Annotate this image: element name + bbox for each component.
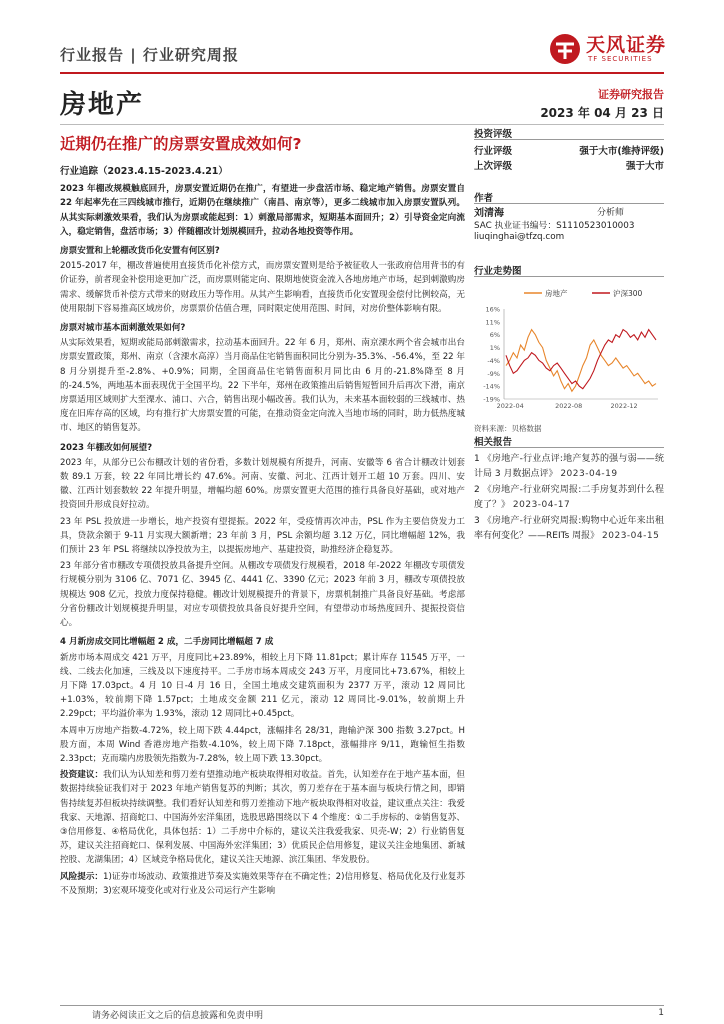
advice-text: 我们认为认知差和剪刀差有望推动地产板块取得相对收益。首先，认知差存在于地产基本面，但数据持续验证我们对于 2023 年地产销售复苏的判断；其次，剪刀差存在于基本面与板块行情之间，即销售持续复苏但板块持续调整。我们看好认知差和剪刀差推动下地产板块取得相对收益，建议重点关注：我爱我家、天地源、招商蛇口、中国海外宏洋集团，选股思路围绕以下 4 个维度：①二手房标的、②销售复苏、③信用修复、④格局优化，具体包括：1）二手房中介标的，建议关注我爱我家、贝壳-W；2）行业销售复苏，建议关注招商蛇口、保利发展、中国海外宏洋集团；3）优质民企信用修复，建议关注金地集团、新城控股、龙湖集团；4）区域竞争格局优化，建议关注天地源、滨江集团、华发股份。 (60, 770, 465, 866)
trend-panel (474, 263, 664, 434)
investment-advice (60, 768, 465, 867)
rating-panel (474, 126, 664, 174)
related-heading: 相关报告 (474, 434, 664, 448)
footer-divider (60, 1005, 664, 1006)
analyst-email[interactable]: liuqinghai@tfzq.com (474, 232, 565, 242)
section-heading: 房票安置和上轮棚改货币化安置有何区别? (60, 246, 220, 257)
risk-label: 风险提示： (60, 871, 104, 882)
trend-heading: 行业走势图 (474, 263, 664, 277)
related-item[interactable]: 2 《房地产-行业研究周报:二手房复苏到什么程度了？》 2023-04-17 (474, 485, 664, 510)
report-category: 行业报告 | 行业研究周报 (60, 46, 239, 64)
risk-text: 1)证券市场波动、政策推进节奏及实施效果等存在不确定性；2)信用修复、格局优化及行业复苏不及预期；3)宏观环境变化或对行业及公司运行产生影响 (60, 871, 465, 896)
author-panel (474, 190, 664, 244)
series-line (506, 330, 656, 389)
body-paragraph: 新房市场本周成交 421 万平，月度同比+23.89%，相较上月下降 11.81pct；累计库存 11545 万平，一线、二线去化加速，三线及以下速度持平。二手房市场本周成交 243 万平，月度同比+73.67%，相较上月下降 17.03pct。4 月 10 日-4 月 16 日，全国土地成交建筑面积为 2377 万平，滚动 12 周同比+1.03%，较前期下降 1.57pct；土地成交金额 211 亿元，滚动 12 周同比-9.01%，较前期上升 2.29pct；平均溢价率为 1.93%，滚动 12 周同比+0.45pct。 (60, 652, 465, 720)
y-tick-label: -9% (487, 369, 500, 378)
related-item[interactable]: 1 《房地产-行业点评:地产复苏的强与弱——统计局 3 月数据点评》 2023-04-19 (474, 454, 664, 479)
section-heading: 4 月新房成交同比增幅超 2 成，二手房同比增幅超 7 成 (60, 637, 274, 648)
section-heading: 房票对城市基本面刺激效果如何? (60, 323, 186, 334)
y-tick-label: 6% (489, 331, 500, 340)
y-tick-label: 1% (489, 344, 500, 353)
series-line (506, 330, 656, 392)
trend-chart-svg (474, 281, 664, 421)
legend-label: 房地产 (545, 289, 568, 298)
related-date: 2023-04-17 (512, 499, 571, 510)
x-tick-label: 2022-04 (496, 402, 524, 410)
chart-source: 资料来源：贝格数据 (474, 424, 542, 433)
trend-chart (474, 281, 664, 421)
related-panel (474, 434, 664, 545)
body-paragraph: 23 年 PSL 投放进一步增长，地产投资有望提振。2022 年，受疫情再次冲击，PSL 作为主要信贷发力工具，贷款余额于 9-11 月实现大额新增；23 年前 3 月，PSL 余额均超 3.12 万亿，同比增幅超 12%，我们预计 23 年 PSL 将继续以净投放为主，以提振房地产、基建投资，助推经济企稳复苏。 (60, 516, 465, 556)
prev-rating-row (474, 159, 664, 174)
summary-paragraph: 2023 年棚改规模触底回升，房票安置近期仍在推广，有望进一步盘活市场、稳定地产销售。房票安置自 22 年起率先在三四线城市推行，近期仍在继续推广（南昌、南京等），更多二线城市加入房票安置队列。从其实际刺激效果看，我们认为房票或能起到：1）刺激局部需求，短期基本面回升；2）引导资金定向流入，稳定销售，盘活市场；3）伴随棚改计划规模回升，拉动各地投资等作用。 (60, 184, 465, 237)
prev-rating-value: 强于大市 (625, 161, 664, 172)
report-type: 证券研究报告 (598, 88, 664, 101)
body-paragraph: 2023 年，从部分已公布棚改计划的省份看，多数计划规模有所提升，河南、安徽等 6 省合计棚改计划套数 89.1 万套，较 22 年同比增长约 47.6%。河南、安徽、河北、江西计划开工超 10 万套。四川、安徽、江西计划套数较 22 年提升明显，增幅均超 60%。房票安置更大范围的推行具备良好基础，或对地产投资回升形成良好拉动。 (60, 457, 465, 511)
advice-label: 投资建议： (60, 770, 104, 781)
y-tick-label: -14% (483, 382, 500, 391)
page-number: 1 (658, 1008, 664, 1018)
y-tick-label: 16% (485, 305, 500, 314)
industry-rating-row (474, 144, 664, 159)
prev-rating-label: 上次评级 (474, 161, 513, 172)
title-divider (60, 124, 664, 125)
y-tick-label: -4% (487, 356, 500, 365)
related-date: 2023-04-15 (602, 530, 660, 541)
body-paragraph: 23 年部分省市棚改专项债投放具备提升空间。从棚改专项债发行规模看，2018 年-2022 年棚改专项债发行规模分别为 3106 亿、7071 亿、3945 亿、4441 亿、3390 亿元；2023 年前 3 月，棚改专项债投放规模达 908 亿元，投放力度保持稳健。棚改计划规模提升的背景下，房票机制推广具备良好基础。考虑部分省份棚改计划规模提升明显，对应专项债投放具备良好提升空间，有望带动市场热度回升、提振投资信心。 (60, 561, 465, 629)
logo-mark-icon (548, 32, 582, 66)
y-tick-label: -19% (483, 395, 500, 404)
author-heading: 作者 (474, 190, 664, 204)
section-heading: 2023 年棚改如何展望? (60, 442, 153, 453)
logo-text-cn: 天风证券 (586, 34, 667, 56)
sector-title: 房地产 (60, 90, 145, 120)
body-paragraph: 从实际效果看，短期或能局部刺激需求，拉动基本面回升。22 年 6 月，郑州、南京溧水两个省会城市出台房票安置政策，郑州、南京（含溧水高淳）当月商品住宅销售面积同比分别为-35.3%、-56.4%，至 22 年 8 月分别提升至-2.8%、+0.9%；同期，全国商品住宅销售面积月同比由 6 月的-21.8%降至 8 月的-24.5%，两地基本面表现优于全国平均。22 下半年，郑州在政策推出后销售短暂回升后再次下滑，南京房票适用区域则扩大至溧水、浦口、六合，销售出现小幅改善。我们认为，未来基本面较弱的三线城市、热度在旧库存高的区域，均有推行扩大房票安置的可能，在推动资金定向流入当地市场的同时，助力低热度城市、地区的销售复苏。 (60, 338, 466, 434)
tracking-period: 行业追踪（2023.4.15-2023.4.21） (60, 166, 228, 177)
industry-rating-value: 强于大市(维持评级) (579, 146, 664, 157)
analyst-card (474, 208, 664, 244)
related-date: 2023-04-19 (560, 468, 618, 479)
rating-heading: 投资评级 (474, 126, 664, 140)
main-body (60, 165, 465, 900)
body-paragraph: 2015-2017 年，棚改普遍使用直接货币化补偿方式，而房票安置则是给予被征收人一张政府信用背书的有价证券，前者现金补偿用途更加广泛，而房票则能定向、限期地使资金流入各地房地产市场，起到刺激购房需求、缓解货币补偿方式带来的财政压力等作用。从其产生影响看，直接货币化安置现金偿付比例较高，无使用限制下容易推高区域房价，房票票价估值合理，同时限定使用范围、时间，对房价整体影响有限。 (60, 261, 465, 314)
report-date: 2023 年 04 月 23 日 (540, 106, 664, 120)
header-divider (60, 72, 664, 74)
footer-disclaimer: 请务必阅读正文之后的信息披露和免责申明 (92, 1011, 264, 1021)
x-tick-label: 2022-08 (555, 402, 583, 410)
industry-rating-label: 行业评级 (474, 146, 513, 157)
related-item[interactable]: 3 《房地产-行业研究周报:购物中心近年来出租率有何变化？——REITs 周报》 2023-04-15 (474, 516, 664, 541)
y-tick-label: 11% (485, 318, 500, 327)
analyst-name: 刘清海 (474, 208, 504, 219)
related-list (474, 452, 664, 543)
x-tick-label: 2022-12 (610, 402, 638, 410)
analyst-name-row (474, 208, 624, 220)
legend-label: 沪深300 (613, 289, 643, 298)
body-paragraph: 本周申万房地产指数-4.72%，较上周下跌 4.44pct，涨幅排名 28/31，跑输沪深 300 指数 3.27pct。H 股方面，本周 Wind 香港房地产指数-4.10%，较上周下降 7.18pct，涨幅排序 9/11，跑输恒生指数 2.33pct；克而瑞内房股领先指数为-7.28%，较上周下跌 13.30pct。 (60, 725, 465, 764)
risk-warning (60, 870, 465, 898)
logo-text-en: TF SECURITIES (588, 55, 653, 63)
report-title: 近期仍在推广的房票安置成效如何? (60, 135, 302, 153)
brand-logo (548, 28, 678, 70)
analyst-role: 分析师 (596, 208, 624, 218)
analyst-sac: SAC 执业证书编号：S1110523010003 (474, 220, 635, 231)
